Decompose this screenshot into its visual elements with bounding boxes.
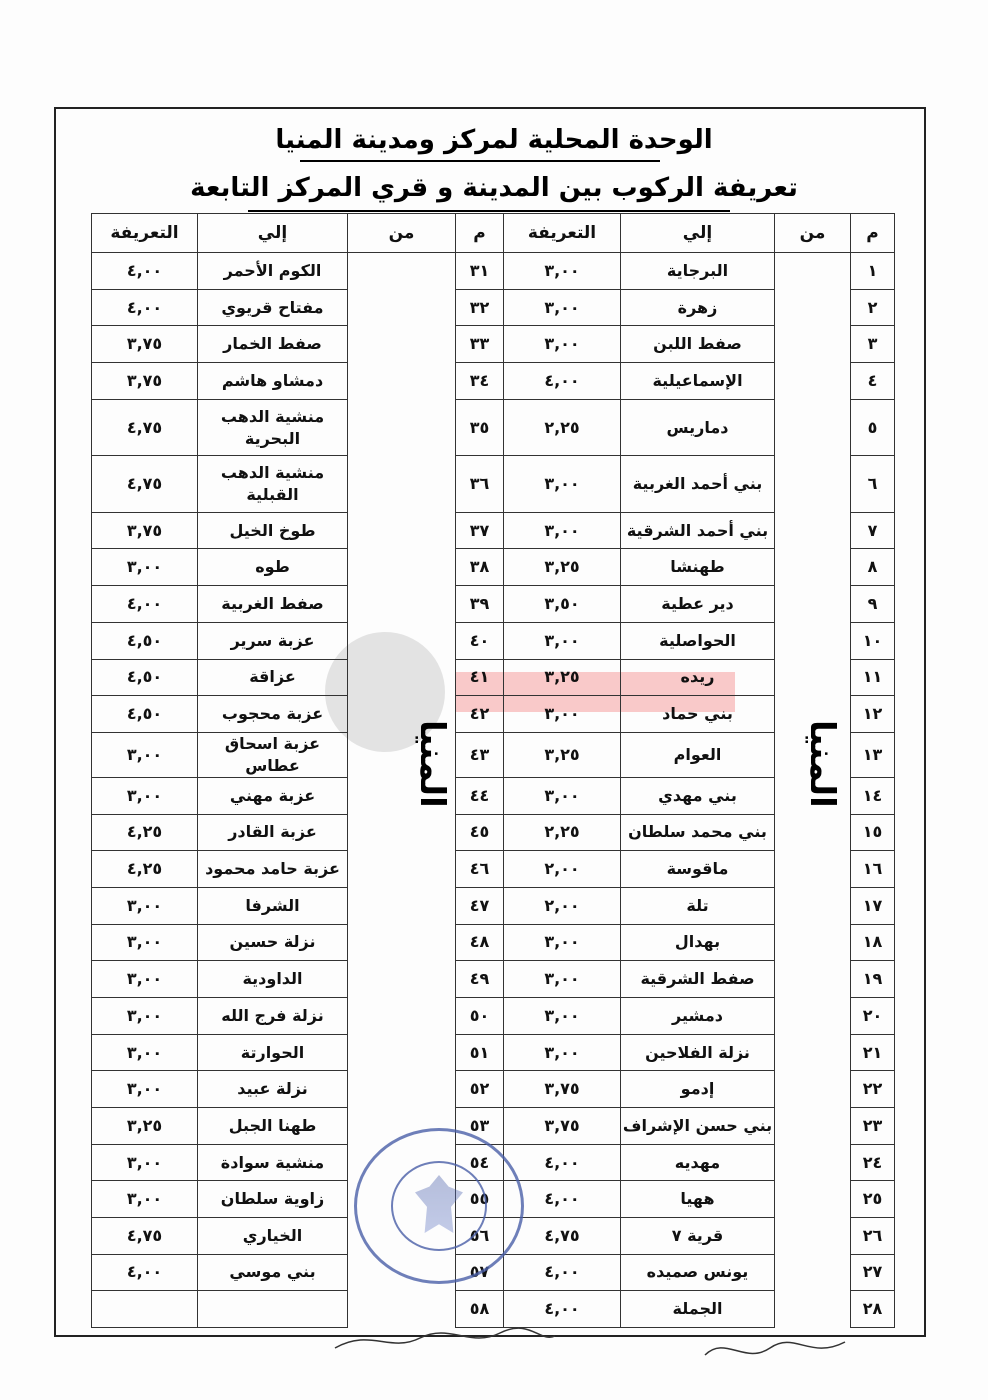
cell-from-right (775, 851, 851, 888)
cell-fare-right: ٢,٠٠ (504, 851, 621, 888)
subtitle-underline (248, 210, 730, 212)
cell-fare-left: ٤,٥٠ (92, 659, 198, 696)
cell-from-right (775, 998, 851, 1035)
cell-fare-left: ٤,٠٠ (92, 586, 198, 623)
header-from-left: من (348, 214, 456, 253)
cell-from-left (348, 289, 456, 326)
cell-to-left: نزلة عبيد (198, 1071, 348, 1108)
header-fare-right: التعريفة (504, 214, 621, 253)
cell-to-left: الشرفا (198, 887, 348, 924)
cell-from-right (775, 326, 851, 363)
cell-fare-right: ٣,٢٥ (504, 732, 621, 777)
cell-to-right: دماريس (621, 399, 775, 456)
cell-num-left: ٤٢ (456, 696, 504, 733)
cell-to-right: زهرة (621, 289, 775, 326)
cell-to-right: الجملة (621, 1290, 775, 1327)
cell-from-left (348, 456, 456, 513)
cell-fare-left: ٤,٧٥ (92, 1218, 198, 1255)
table-row (92, 851, 895, 888)
table-row (92, 924, 895, 961)
cell-fare-left: ٤,٠٠ (92, 1254, 198, 1290)
table-row (92, 732, 895, 777)
cell-num-right: ٣ (851, 326, 895, 363)
cell-fare-right: ٤,٠٠ (504, 1144, 621, 1181)
cell-fare-right: ٤,٠٠ (504, 1181, 621, 1218)
cell-fare-left: ٣,٠٠ (92, 1071, 198, 1108)
cell-num-right: ١٢ (851, 696, 895, 733)
cell-num-right: ١٧ (851, 887, 895, 924)
cell-num-right: ٢٧ (851, 1254, 895, 1290)
header-to-left: إلي (198, 214, 348, 253)
table-row (92, 1108, 895, 1145)
cell-from-right (775, 1034, 851, 1071)
cell-num-right: ٢٠ (851, 998, 895, 1035)
cell-fare-right: ٣,٠٠ (504, 622, 621, 659)
cell-from-left (348, 1071, 456, 1108)
cell-num-right: ٤ (851, 363, 895, 400)
cell-fare-left: ٣,٢٥ (92, 1108, 198, 1145)
cell-to-left: منشية سوادة (198, 1144, 348, 1181)
cell-fare-left: ٤,٠٠ (92, 253, 198, 290)
cell-to-right: بني أحمد الشرقية (621, 512, 775, 549)
cell-from-left (348, 549, 456, 586)
cell-from-right (775, 1108, 851, 1145)
cell-from-left (348, 622, 456, 659)
table-row (92, 456, 895, 513)
cell-num-right: ٦ (851, 456, 895, 513)
cell-to-right: الحواصلية (621, 622, 775, 659)
cell-from-right (775, 363, 851, 400)
cell-from-right (775, 1254, 851, 1290)
cell-fare-right: ٣,٠٠ (504, 961, 621, 998)
cell-to-right: بني حسن الإشراف (621, 1108, 775, 1145)
cell-to-left: طوخ الخيل (198, 512, 348, 549)
cell-to-left: الخياري (198, 1218, 348, 1255)
cell-num-left: ٤٨ (456, 924, 504, 961)
cell-num-left: ٤٠ (456, 622, 504, 659)
cell-num-left: ٣٣ (456, 326, 504, 363)
table-row (92, 659, 895, 696)
cell-num-right: ١٣ (851, 732, 895, 777)
cell-to-right: ههيا (621, 1181, 775, 1218)
cell-to-right: العوام (621, 732, 775, 777)
table-row (92, 961, 895, 998)
cell-from-right (775, 1290, 851, 1327)
cell-num-right: ١٦ (851, 851, 895, 888)
cell-to-right: نزلة الفلاحين (621, 1034, 775, 1071)
cell-from-right (775, 399, 851, 456)
cell-fare-left: ٣,٠٠ (92, 1144, 198, 1181)
cell-to-left: منشية الدهب البحرية (198, 399, 348, 456)
cell-to-right: البرجاية (621, 253, 775, 290)
cell-from-left (348, 851, 456, 888)
cell-num-right: ٢ (851, 289, 895, 326)
cell-from-left (348, 363, 456, 400)
cell-from-left (348, 961, 456, 998)
cell-to-left: منشية الدهب القبلية (198, 456, 348, 513)
cell-from-right (775, 659, 851, 696)
cell-from-right (775, 1071, 851, 1108)
cell-to-left: عزبة سرير (198, 622, 348, 659)
cell-num-left: ٥٤ (456, 1144, 504, 1181)
cell-fare-left: ٤,٧٥ (92, 399, 198, 456)
cell-num-right: ١٤ (851, 777, 895, 814)
cell-num-left: ٣٨ (456, 549, 504, 586)
table-row (92, 253, 895, 290)
cell-fare-left: ٤,٥٠ (92, 622, 198, 659)
cell-num-right: ٢١ (851, 1034, 895, 1071)
from-value-left: المنيا (412, 720, 452, 808)
cell-from-left (348, 253, 456, 290)
cell-from-right (775, 1218, 851, 1255)
cell-from-right (775, 622, 851, 659)
cell-fare-left: ٣,٧٥ (92, 326, 198, 363)
header-fare-left: التعريفة (92, 214, 198, 253)
cell-fare-right: ٤,٠٠ (504, 363, 621, 400)
cell-fare-right: ٣,٠٠ (504, 289, 621, 326)
cell-fare-right: ٣,٠٠ (504, 777, 621, 814)
cell-fare-right: ٣,٠٠ (504, 253, 621, 290)
cell-to-right: تلة (621, 887, 775, 924)
cell-fare-left: ٣,٠٠ (92, 924, 198, 961)
cell-to-left: الكوم الأحمر (198, 253, 348, 290)
cell-from-left (348, 998, 456, 1035)
official-stamp (354, 1128, 524, 1284)
cell-fare-right: ٣,٢٥ (504, 659, 621, 696)
title-underline (300, 160, 660, 162)
cell-num-right: ٢٦ (851, 1218, 895, 1255)
table-row (92, 998, 895, 1035)
cell-from-right (775, 1144, 851, 1181)
header-num-right: م (851, 214, 895, 253)
cell-fare-left: ٤,٥٠ (92, 696, 198, 733)
cell-to-right: صفط الشرقية (621, 961, 775, 998)
cell-from-right (775, 456, 851, 513)
cell-to-left: طهنا الجبل (198, 1108, 348, 1145)
cell-fare-right: ٣,٧٥ (504, 1108, 621, 1145)
cell-to-left (198, 1290, 348, 1327)
cell-fare-left: ٣,٠٠ (92, 998, 198, 1035)
table-row (92, 289, 895, 326)
cell-to-left: بني موسي (198, 1254, 348, 1290)
cell-to-left: عزبة اسحاق عطاس (198, 732, 348, 777)
cell-fare-left (92, 1290, 198, 1327)
cell-from-right (775, 814, 851, 851)
cell-from-left (348, 814, 456, 851)
from-value-right: المنيا (802, 720, 842, 808)
cell-to-left: عزبة القادر (198, 814, 348, 851)
cell-num-left: ٣٧ (456, 512, 504, 549)
cell-num-left: ٣٥ (456, 399, 504, 456)
table-row (92, 887, 895, 924)
cell-to-left: عزبة حامد محمود (198, 851, 348, 888)
cell-num-left: ٥٣ (456, 1108, 504, 1145)
cell-fare-left: ٤,٢٥ (92, 851, 198, 888)
cell-fare-left: ٣,٠٠ (92, 777, 198, 814)
cell-from-left (348, 326, 456, 363)
cell-num-right: ٩ (851, 586, 895, 623)
cell-fare-left: ٣,٠٠ (92, 961, 198, 998)
cell-to-left: عزاقة (198, 659, 348, 696)
cell-from-right (775, 961, 851, 998)
cell-num-left: ٥٢ (456, 1071, 504, 1108)
cell-fare-right: ٣,٠٠ (504, 1034, 621, 1071)
cell-to-left: طوه (198, 549, 348, 586)
cell-fare-right: ٤,٠٠ (504, 1290, 621, 1327)
table-header-row (92, 214, 895, 253)
table-row (92, 1034, 895, 1071)
cell-num-right: ١١ (851, 659, 895, 696)
cell-num-right: ٢٥ (851, 1181, 895, 1218)
cell-fare-left: ٤,٧٥ (92, 456, 198, 513)
cell-to-left: عزبة مهني (198, 777, 348, 814)
cell-num-left: ٣٢ (456, 289, 504, 326)
table-row (92, 586, 895, 623)
cell-num-right: ٧ (851, 512, 895, 549)
cell-to-left: نزلة حسين (198, 924, 348, 961)
cell-num-right: ٥ (851, 399, 895, 456)
cell-num-left: ٣٤ (456, 363, 504, 400)
cell-fare-right: ٤,٧٥ (504, 1218, 621, 1255)
cell-from-left (348, 399, 456, 456)
cell-num-right: ٢٤ (851, 1144, 895, 1181)
table-row (92, 399, 895, 456)
cell-fare-right: ٣,٠٠ (504, 512, 621, 549)
table-row (92, 622, 895, 659)
cell-fare-left: ٣,٧٥ (92, 363, 198, 400)
cell-fare-left: ٣,٧٥ (92, 512, 198, 549)
cell-to-right: دير عطية (621, 586, 775, 623)
cell-num-left: ٥٥ (456, 1181, 504, 1218)
cell-num-right: ١٠ (851, 622, 895, 659)
cell-num-left: ٥٠ (456, 998, 504, 1035)
cell-from-left (348, 887, 456, 924)
cell-num-right: ١ (851, 253, 895, 290)
cell-from-left (348, 586, 456, 623)
cell-num-right: ٢٣ (851, 1108, 895, 1145)
cell-to-right: بني مهدي (621, 777, 775, 814)
cell-to-left: دمشاو هاشم (198, 363, 348, 400)
cell-num-left: ٣١ (456, 253, 504, 290)
cell-to-right: بهدال (621, 924, 775, 961)
cell-to-left: صفط الخمار (198, 326, 348, 363)
cell-from-right (775, 512, 851, 549)
cell-to-right: صفط اللبن (621, 326, 775, 363)
table-row (92, 549, 895, 586)
cell-fare-left: ٣,٠٠ (92, 732, 198, 777)
table-row (92, 326, 895, 363)
cell-from-right (775, 549, 851, 586)
cell-to-right: ريده (621, 659, 775, 696)
cell-from-right (775, 887, 851, 924)
cell-num-left: ٥٨ (456, 1290, 504, 1327)
cell-from-left (348, 924, 456, 961)
cell-to-right: بني حماد (621, 696, 775, 733)
page-title: الوحدة المحلية لمركز ومدينة المنيا (275, 125, 713, 155)
cell-num-left: ٤١ (456, 659, 504, 696)
cell-from-left (348, 512, 456, 549)
table-row (92, 363, 895, 400)
cell-fare-right: ٢,٠٠ (504, 887, 621, 924)
cell-to-left: مفتاح قريوي (198, 289, 348, 326)
cell-to-right: إدمو (621, 1071, 775, 1108)
cell-to-left: صفط الغربية (198, 586, 348, 623)
cell-to-left: الداودية (198, 961, 348, 998)
cell-fare-left: ٤,٢٥ (92, 814, 198, 851)
cell-num-left: ٤٩ (456, 961, 504, 998)
cell-from-right (775, 1181, 851, 1218)
cell-fare-right: ٣,٠٠ (504, 998, 621, 1035)
signature (330, 1318, 560, 1358)
cell-fare-right: ٣,٠٠ (504, 924, 621, 961)
cell-to-right: بني محمد سلطان (621, 814, 775, 851)
cell-num-right: ٢٨ (851, 1290, 895, 1327)
cell-num-left: ٥٧ (456, 1254, 504, 1290)
cell-fare-left: ٣,٠٠ (92, 1181, 198, 1218)
table-row (92, 814, 895, 851)
cell-to-right: دمشير (621, 998, 775, 1035)
cell-num-left: ٤٧ (456, 887, 504, 924)
cell-from-left (348, 1034, 456, 1071)
header-num-left: م (456, 214, 504, 253)
cell-num-right: ٨ (851, 549, 895, 586)
cell-from-right (775, 924, 851, 961)
cell-fare-right: ٣,٢٥ (504, 549, 621, 586)
table-row (92, 1071, 895, 1108)
cell-num-left: ٥١ (456, 1034, 504, 1071)
cell-fare-right: ٣,٠٠ (504, 456, 621, 513)
cell-fare-right: ٢,٢٥ (504, 399, 621, 456)
cell-fare-right: ٣,٧٥ (504, 1071, 621, 1108)
cell-to-left: الحوارتة (198, 1034, 348, 1071)
cell-fare-right: ٢,٢٥ (504, 814, 621, 851)
table-row (92, 512, 895, 549)
table-row (92, 696, 895, 733)
cell-from-left (348, 659, 456, 696)
cell-num-left: ٣٦ (456, 456, 504, 513)
page-subtitle: تعريفة الركوب بين المدينة و قري المركز التابعة (190, 173, 798, 203)
signature-manager (700, 1330, 850, 1370)
cell-to-right: بني أحمد الغربية (621, 456, 775, 513)
cell-fare-left: ٣,٠٠ (92, 1034, 198, 1071)
table-row (92, 777, 895, 814)
cell-to-left: نزلة فرج الله (198, 998, 348, 1035)
cell-num-right: ٢٢ (851, 1071, 895, 1108)
cell-from-right (775, 253, 851, 290)
header-to-right: إلي (621, 214, 775, 253)
cell-to-right: الإسماعيلية (621, 363, 775, 400)
cell-to-right: يونس صميده (621, 1254, 775, 1290)
cell-num-left: ٤٣ (456, 732, 504, 777)
cell-fare-right: ٣,٥٠ (504, 586, 621, 623)
cell-num-right: ١٨ (851, 924, 895, 961)
cell-from-right (775, 586, 851, 623)
cell-to-left: عزبة محجوب (198, 696, 348, 733)
cell-from-right (775, 289, 851, 326)
cell-fare-left: ٤,٠٠ (92, 289, 198, 326)
cell-fare-right: ٤,٠٠ (504, 1254, 621, 1290)
cell-num-left: ٤٥ (456, 814, 504, 851)
cell-to-right: مهديه (621, 1144, 775, 1181)
cell-to-right: قرية ٧ (621, 1218, 775, 1255)
cell-num-right: ١٥ (851, 814, 895, 851)
cell-num-left: ٤٦ (456, 851, 504, 888)
cell-num-left: ٣٩ (456, 586, 504, 623)
cell-to-right: ماقوسة (621, 851, 775, 888)
header-from-right: من (775, 214, 851, 253)
cell-fare-left: ٣,٠٠ (92, 549, 198, 586)
cell-num-right: ١٩ (851, 961, 895, 998)
cell-fare-right: ٣,٠٠ (504, 696, 621, 733)
cell-fare-left: ٣,٠٠ (92, 887, 198, 924)
cell-num-left: ٥٦ (456, 1218, 504, 1255)
cell-to-left: زاوية سلطان (198, 1181, 348, 1218)
cell-to-right: طهنشا (621, 549, 775, 586)
cell-num-left: ٤٤ (456, 777, 504, 814)
cell-fare-right: ٣,٠٠ (504, 326, 621, 363)
